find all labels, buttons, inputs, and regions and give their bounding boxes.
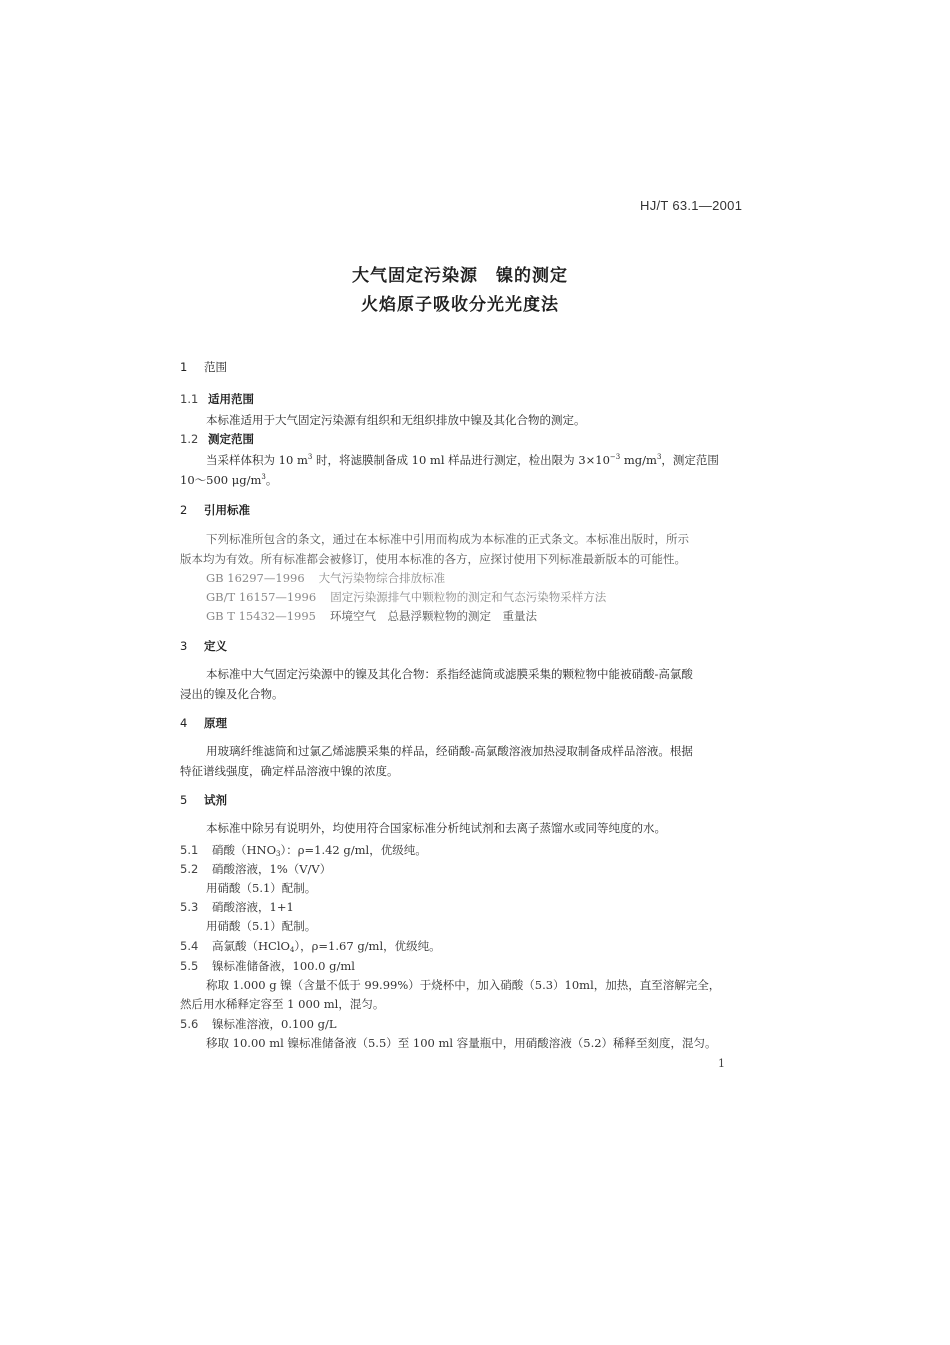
item-number: 5.2: [180, 862, 199, 876]
reference-title: 大气污染物综合排放标准: [318, 571, 446, 585]
section-number: 4: [180, 716, 188, 730]
section-number: 3: [180, 639, 188, 653]
subsection-number: 1.2: [180, 432, 199, 446]
reagent-5-5: [180, 958, 355, 974]
section-title: 试剂: [204, 793, 227, 807]
reagent-5-2-note: 用硝酸（5.1）配制。: [206, 881, 317, 895]
reference-title: 固定污染源排气中颗粒物的测定和气态污染物采样方法: [330, 590, 607, 604]
reagent-5-4: 5.4 高氯酸（HClO$_4$），ρ=1.67 g/ml，优级纯。: [180, 939, 441, 954]
paragraph-1-2-line-2: 10～500 $\mu g/m^3$。: [180, 473, 278, 487]
paragraph-1-1: 本标准适用于大气固定污染源有组织和无组织排放中镍及其化合物的测定。: [206, 413, 586, 427]
reagent-5-6: [180, 1016, 336, 1032]
section-number: 5: [180, 793, 188, 807]
item-number: 5.5: [180, 959, 199, 973]
section-3-heading: [180, 638, 227, 654]
reference-code: GB/T 16157—1996: [206, 590, 317, 604]
reference-title: 环境空气 总悬浮颗粒物的测定 重量法: [329, 609, 537, 623]
reagent-5-5-note-line-1: 称取 1.000 g 镍（含量不低于 99.99%）于烧杯中，加入硝酸（5.3）10ml，加热，直至溶解完全，: [206, 978, 721, 992]
paragraph-3-line-2: 浸出的镍及化合物。: [180, 687, 284, 701]
section-4-heading: [180, 715, 227, 731]
paragraph-2-line-1: 下列标准所包含的条文，通过在本标准中引用而构成为本标准的正式条文。本标准出版时，所示: [206, 532, 689, 546]
paragraph-4-line-2: 特征谱线强度，确定样品溶液中镍的浓度。: [180, 764, 399, 778]
section-5-heading: [180, 792, 227, 808]
item-number: 5.4: [180, 939, 199, 953]
reagent-5-3-note: 用硝酸（5.1）配制。: [206, 919, 317, 933]
section-number: 1: [180, 360, 188, 374]
section-title: 原理: [204, 716, 227, 730]
item-number: 5.1: [180, 843, 199, 857]
section-title: 定义: [204, 639, 227, 653]
reagent-5-3: [180, 899, 294, 915]
item-number: 5.6: [180, 1017, 199, 1031]
subsection-title: 适用范围: [208, 392, 254, 406]
reference-standard-2: [206, 587, 606, 607]
paragraph-1-2-line-1: 当采样体积为 10 $m^3$ 时，将滤膜制备成 10 ml 样品进行测定，检出限为 $3\times 10^{-3}$ $mg/m^3$，测定范围: [206, 453, 719, 467]
item-text: 镍标准溶液，0.100 g/L: [212, 1017, 337, 1031]
subsection-1-1-heading: [180, 391, 254, 407]
subsection-number: 1.1: [180, 392, 199, 406]
reagent-5-1: 5.1 硝酸$(HNO_3)$：ρ=1.42 g/ml，优级纯。: [180, 843, 427, 858]
page-number: 1: [718, 1057, 725, 1070]
section-2-heading: [180, 502, 250, 518]
reagent-5-5-note-line-2: 然后用水稀释定容至 1 000 ml，混匀。: [180, 997, 385, 1011]
reference-code: GB 16297—1996: [206, 571, 305, 585]
section-title: 范围: [204, 360, 227, 374]
reagent-5-2: [180, 861, 331, 877]
subsection-title: 测定范围: [208, 432, 254, 446]
item-number: 5.3: [180, 900, 199, 914]
subsection-1-2-heading: [180, 431, 254, 447]
document-title-line-2: 火焰原子吸收分光光度法: [361, 295, 559, 315]
paragraph-5-intro: 本标准中除另有说明外，均使用符合国家标准分析纯试剂和去离子蒸馏水或同等纯度的水。: [206, 821, 666, 835]
paragraph-2-line-2: 版本均为有效。所有标准都会被修订，使用本标准的各方，应探讨使用下列标准最新版本的可能性。: [180, 552, 686, 566]
document-title-line-1: 大气固定污染源 镍的测定: [352, 266, 568, 286]
reference-code: GB T 15432—1995: [206, 609, 316, 623]
item-text: 硝酸溶液，1%（V/V）: [212, 862, 332, 876]
section-1-heading: [180, 359, 227, 375]
reagent-5-6-note: 移取 10.00 ml 镍标准储备液（5.5）至 100 ml 容量瓶中，用硝酸溶液（5.2）稀释至刻度，混匀。: [206, 1036, 717, 1050]
reference-standard-1: [206, 568, 445, 588]
standard-number: HJ/T 63.1—2001: [640, 198, 743, 213]
section-number: 2: [180, 503, 188, 517]
paragraph-3-line-1: 本标准中大气固定污染源中的镍及其化合物：系指经滤筒或滤膜采集的颗粒物中能被硝酸-高氯酸: [206, 667, 693, 681]
item-text: 镍标准储备液，100.0 g/ml: [212, 959, 355, 973]
paragraph-4-line-1: 用玻璃纤维滤筒和过氯乙烯滤膜采集的样品，经硝酸-高氯酸溶液加热浸取制备成样品溶液。根据: [206, 744, 693, 758]
section-title: 引用标准: [204, 503, 250, 517]
reference-standard-3: [206, 606, 537, 626]
item-text: 硝酸溶液，1+1: [212, 900, 294, 914]
